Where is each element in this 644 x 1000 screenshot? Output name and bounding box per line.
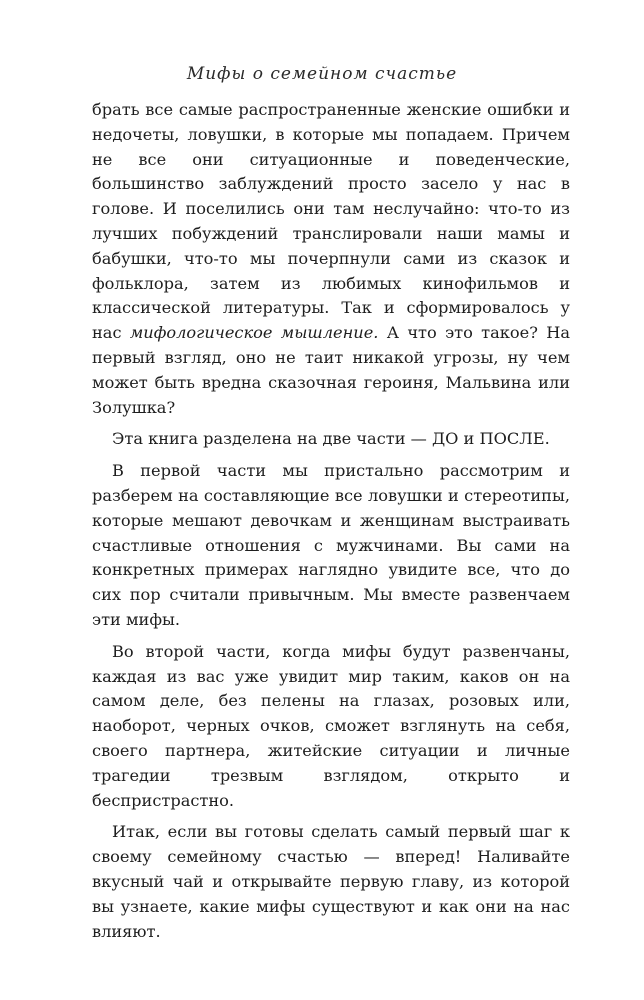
paragraph-2: Эта книга разделена на две части — ДО и ПОСЛЕ. [112, 429, 550, 449]
paragraph-1 [92, 98, 570, 420]
running-header: Мифы о семейном счастье [186, 64, 458, 84]
paragraph-1-emphasis: мифологическое мышление. [129, 323, 379, 343]
body-text [92, 98, 570, 951]
paragraph-1-text: брать все самые распространенные женские ошибки и недочеты, ловушки, в которые мы попадаем. Причем не все они ситуационные и поведенческие, большинство заблуждений просто засело у нас в голове. И поселились они там неслучайно: что-то из лучших побуждений транслировали наши мамы и бабушки, что-то мы почерпнули сами из сказок и фольклора, затем из любимых кинофильмов и классической литературы. Так и сформировалось у нас [92, 100, 570, 343]
paragraph-1-text-end: А что это такое? На первый взгляд, оно не таит никакой угрозы, ну чем может быть вредна сказочная героиня, Мальвина или Золушка? [92, 323, 570, 417]
paragraph-3: В первой части мы пристально рассмотрим и разберем на составляющие все ловушки и стереотипы, которые мешают девочкам и женщинам выстраивать счастливые отношения с мужчинами. Вы сами на конкретных примерах наглядно увидите все, что до сих пор считали привычным. Мы вместе развенчаем эти мифы. [92, 461, 570, 629]
paragraph-4: Во второй части, когда мифы будут развенчаны, каждая из вас уже увидит мир таким, каков он на самом деле, без пелены на глазах, розовых или, наоборот, черных очков, сможет взглянуть на себя, своего партнера, житейские ситуации и личные трагедии трезвым взглядом, открыто и беспристрастно. [92, 641, 570, 810]
paragraph-5: Итак, если вы готовы сделать самый первый шаг к своему семейному счастью — вперед! Наливайте вкусный чай и открывайте первую главу, из которой вы узнаете, какие мифы существуют и как они на нас влияют. [92, 822, 570, 941]
